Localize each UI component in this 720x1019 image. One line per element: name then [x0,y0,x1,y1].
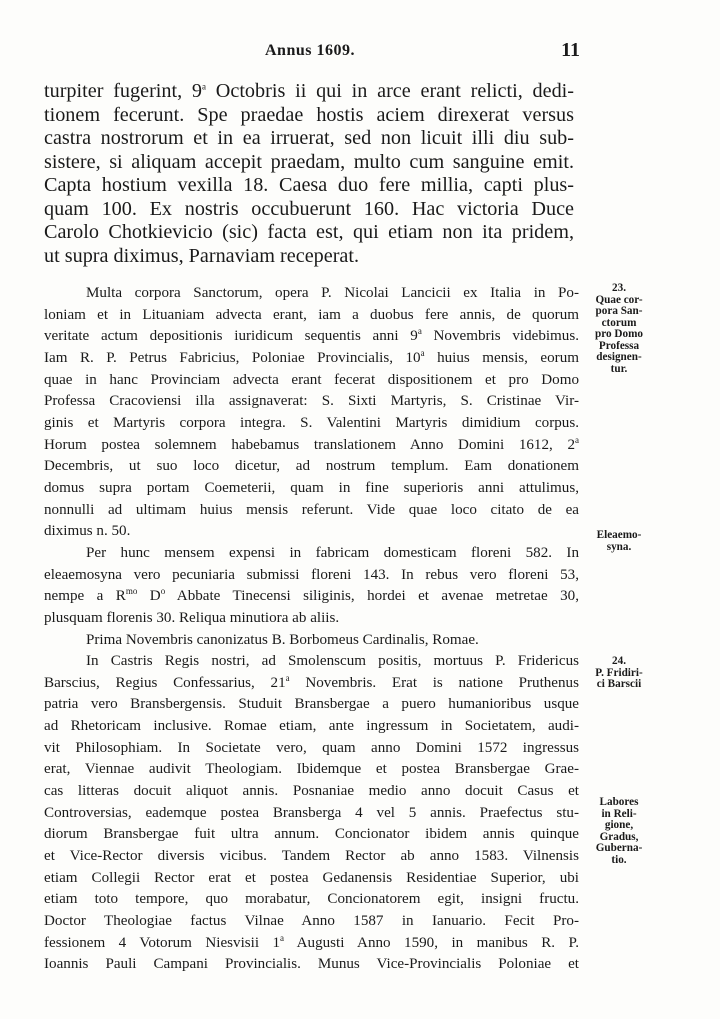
text-line [44,803,579,825]
text-run: D [137,588,161,605]
text-run: Professa Cracoviensi illa assignaverat: S. Sixti Martyris, S. Cristinae Vir- [44,393,579,410]
text-line [44,305,579,327]
text-run: Decembris, ut suo loco dicetur, ad nostrum templum. Eam donationem [44,458,579,475]
margin-note-line: Gradus, [599,830,639,843]
text-run: diximus n. 50. [44,523,131,540]
text-run: castra nostrorum et in ea irruerat, sed non licuit illi diu sub- [44,127,574,149]
text-line [44,370,579,392]
text-run: turpiter fugerint, 9 [44,80,203,102]
text-line [44,694,579,716]
main-paragraph [44,80,574,268]
text-run: Capta hostium vexilla 18. Caesa duo fere millia, capti plus- [44,174,574,196]
text-run: et Vice-Rector diversis vicibus. Tandem Rector ab anno 1583. Vilnensis [44,848,579,865]
text-run: In Castris Regis nostri, ad Smolenscum positis, mortuus P. Fridericus [86,653,579,670]
text-run: huius mensis, eorum [424,349,579,366]
text-run: Controversias, eademque postea Bransberga 4 vel 5 annis. Praefectus stu- [44,804,579,821]
text-run: Doctor Theologiae factus Vilnae Anno 1587 in Ianuario. Fecit Pro- [44,913,579,930]
text-line [44,781,579,803]
margin-note-line: P. Fridiri- [595,666,643,679]
margin-note-line: pora San- [595,305,643,317]
text-line [44,954,579,976]
body-text [44,283,579,976]
text-line [44,911,579,933]
text-run: etiam Collegii Rector erat et postea Gedanensis Residentiae Superior, ubi [44,869,579,886]
text-run: quae in hanc Provinciam advecta erant fecerat dispositionem et pro Domo [44,371,579,388]
text-line [44,151,574,175]
text-run: eleaemosyna vero pecuniaria submissi floreni 143. In rebus vero floreni 53, [44,566,579,583]
text-line [44,391,579,413]
text-run: vit Philosophiam. In Societate vero, quam anno Domini 1572 ingressus [44,739,579,756]
text-line [44,565,579,587]
text-run: Octobris ii qui in arce erant relicti, dedi- [206,80,574,102]
text-run: Ioannis Pauli Campani Provincialis. Munus Vice-Provincialis Poloniae et [44,956,579,973]
text-line [44,630,579,652]
text-run: loniam et in Lituaniam advecta erant, iam a duobus fere annis, de quorum [44,306,579,323]
text-line [44,326,579,348]
margin-note-line: in Reli- [601,807,637,820]
margin-note-line: 23. [612,282,626,294]
text-line [44,80,574,104]
margin-note [588,797,650,866]
superscript: a [202,81,207,92]
margin-note-line: tur. [610,362,628,375]
text-run: Augusti Anno 1590, in manibus R. P. [284,934,579,951]
text-run: nempe a R [44,588,126,605]
text-run: Prima Novembris canonizatus B. Borbomeus Cardinalis, Romae. [86,631,479,648]
text-run: patria vero Bransbergensis. Studuit Bransbergae a puero humanioribus usque [44,696,579,713]
text-line [44,478,579,500]
text-line [44,456,579,478]
text-run: sistere, si aliquam accepit praedam, multo cum sanguine emit. [44,150,574,173]
text-line [44,283,579,305]
margin-note-line: Eleaemo- [596,529,642,541]
text-line [44,413,579,435]
text-line [44,824,579,846]
superscript: a [280,932,285,943]
text-line [44,174,574,198]
text-line [44,716,579,738]
text-run: Multa corpora Sanctorum, opera P. Nicolai Lancicii ex Italia in Po- [86,285,579,301]
margin-note-line: pro Domo [595,328,643,340]
text-run: plusquam florenis 30. Reliqua minutiora ab aliis. [44,609,340,626]
text-line [44,104,574,128]
text-run: quam 100. Ex nostris occubuerunt 160. Hac victoria Duce [44,197,574,220]
text-line [44,868,579,890]
text-run: veritate actum depositionis iuridicum sequentis anni 9 [44,328,418,345]
text-run: Horum postea solemnem habebamus translationem Anno Domini 1612, 2 [44,436,575,453]
page-number: 11 [561,39,580,61]
text-line [44,673,579,695]
text-line [44,348,579,370]
superscript: a [420,347,425,358]
text-run: erat, Viennae audivit Theologiam. Ibidemque et postea Bransbergae Grae- [44,761,579,778]
text-line [44,521,579,543]
text-run: ad Rhetoricam inclusive. Romae etiam, ante ingressum in Societatem, audi- [44,718,579,735]
text-run: Per hunc mensem expensi in fabricam domesticam floreni 582. In [86,544,579,561]
text-run: tionem fecerunt. Spe praedae hostis aciem direxerat versus [44,103,574,126]
text-run: Barscius, Regius Confessarius, 21 [44,674,286,691]
margin-note-line: ci Barscii [596,678,642,690]
text-line [44,435,579,457]
superscript: mo [125,586,138,597]
text-line [44,608,579,630]
text-line [44,543,579,565]
page-header [40,39,580,66]
text-run: diorum Bransbergae fuit ultra annum. Concionator ibidem annis quinque [44,826,579,843]
text-line [44,759,579,781]
margin-note [588,283,650,375]
text-line [44,738,579,760]
margin-note-line: Labores [599,796,639,808]
text-run: cas litteras docuit aliquot annis. Posnaniae medio anno docuit Casus et [44,783,579,800]
text-run: Abbate Tinecensi siliginis, hordei et avenae metretae 30, [165,588,579,605]
text-line [44,889,579,911]
margin-note-line: gione, [604,819,634,831]
text-run: ginis et Martyris corpora integra. S. Valentini Martyris dimidium corpus. [44,414,579,431]
superscript: o [160,586,166,597]
text-line [44,651,579,673]
margin-note-line: 24. [612,655,626,667]
margin-note-line: syna. [606,540,632,553]
margin-note [588,530,650,553]
text-line [44,221,574,245]
text-run: etiam toto tempore, quo morabatur, Concionatorem egit, insigni fructu. [44,891,579,908]
text-run: Novembris. Erat is natione Pruthenus [289,674,579,691]
text-line [44,245,574,269]
margin-note-line: Professa [598,339,640,352]
text-line [44,500,579,522]
margin-note [588,656,650,691]
margin-note-line: Guberna- [595,842,643,854]
superscript: a [285,672,290,683]
text-line [44,846,579,868]
superscript: a [575,434,579,445]
text-line [44,198,574,222]
text-run: Carolo Chotkievicio (sic) facta est, qui etiam non ita pridem, [44,221,574,243]
text-run: Novembris videbimus. [421,328,579,345]
text-run: nonnulli ad ultimam huius mensis referunt. Vide quae loco citato de ea [44,501,579,518]
margin-note-line: Quae cor- [595,293,643,306]
margin-note-line: ctorum [601,316,637,329]
margin-note-line: designen- [596,351,642,363]
text-run: ut supra diximus, Parnaviam receperat. [44,244,360,267]
superscript: a [417,326,422,337]
text-line [44,586,579,608]
text-line [44,933,579,955]
text-run: fessionem 4 Votorum Niesvisii 1 [44,934,281,951]
running-title: Annus 1609. [265,42,355,59]
text-line [44,127,574,151]
margin-note-line: tio. [611,853,627,866]
text-run: domus supra portam Coemeterii, quam in fine superioris anni attulimus, [44,479,579,496]
text-run: Iam R. P. Petrus Fabricius, Poloniae Provincialis, 10 [44,349,421,366]
